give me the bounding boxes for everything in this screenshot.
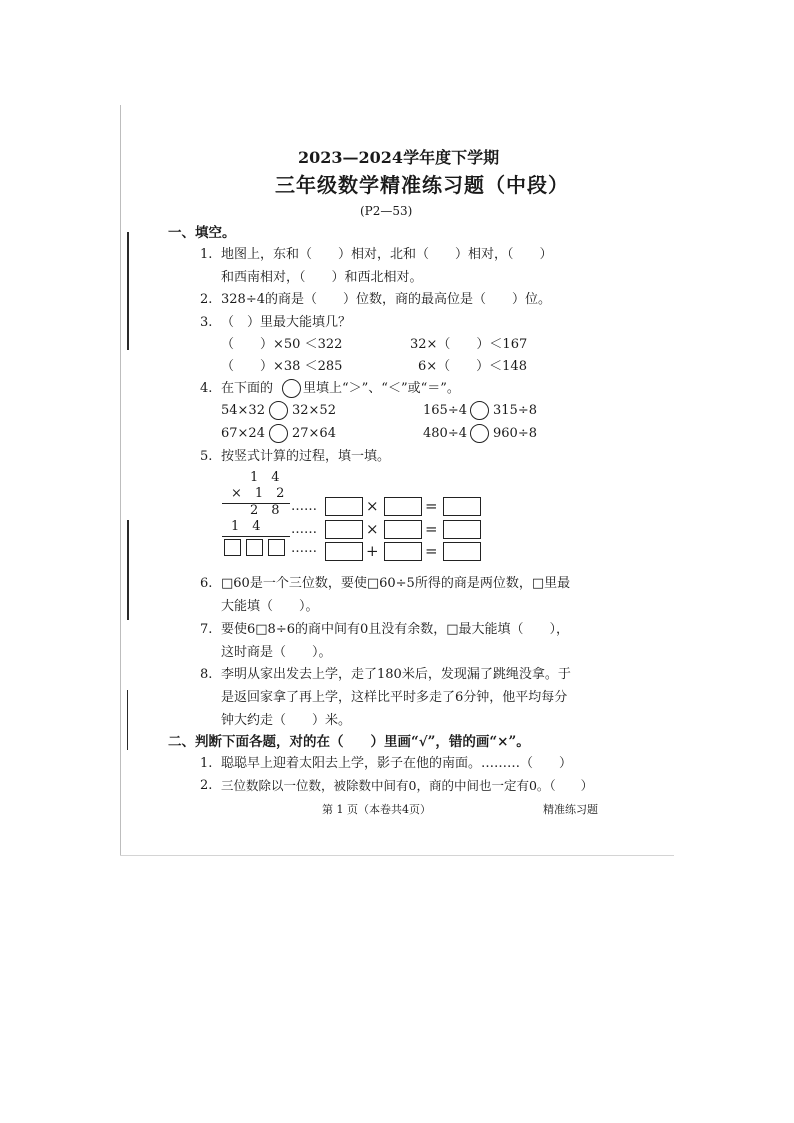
q5-result-digit-box[interactable] bbox=[268, 539, 285, 556]
q5-result-digit-box[interactable] bbox=[224, 539, 241, 556]
q8-number: 8. bbox=[200, 667, 213, 682]
q5-calc-top: 1 4 bbox=[250, 470, 280, 485]
q5-r2-eq: = bbox=[425, 520, 438, 538]
q5-line1: 按竖式计算的过程，填一填。 bbox=[221, 449, 391, 464]
q7-number: 7. bbox=[200, 622, 213, 637]
exam-code: (P2—53) bbox=[360, 204, 413, 218]
q5-dots: …… bbox=[291, 499, 317, 514]
s2-q2-number: 2. bbox=[200, 778, 213, 793]
sheet-left-edge bbox=[120, 105, 121, 855]
q1-line1: 地图上，东和（ ）相对，北和（ ）相对，（ ） bbox=[221, 247, 553, 262]
q1-line2: 和西南相对，（ ）和西北相对。 bbox=[221, 270, 423, 285]
q3-row1-right: 32×（ ）＜167 bbox=[410, 337, 528, 352]
q8-line2: 是返回家拿了再上学，这样比平时多走了6分钟，他平均每分 bbox=[221, 690, 568, 705]
q5-calc-mult: × 1 2 bbox=[231, 486, 285, 501]
q4-r2-circle-right[interactable] bbox=[470, 424, 489, 443]
binding-line bbox=[127, 520, 129, 620]
q5-calc-rule bbox=[222, 536, 290, 537]
q5-r2-box-c[interactable] bbox=[443, 520, 481, 539]
q3-row2-left: （ ）×38 ＜285 bbox=[221, 359, 343, 374]
q5-r2-box-b[interactable] bbox=[384, 520, 422, 539]
footer-label: 精准练习题 bbox=[543, 803, 598, 816]
q3-row2-right: 6×（ ）＜148 bbox=[418, 359, 527, 374]
q3-row1-left: （ ）×50 ＜322 bbox=[221, 337, 343, 352]
q5-r1-box-c[interactable] bbox=[443, 497, 481, 516]
section1-heading: 一、填空。 bbox=[168, 225, 236, 241]
q4-number: 4. bbox=[200, 381, 213, 396]
q5-calc-partial1: 2 8 bbox=[250, 503, 280, 518]
q3-number: 3. bbox=[200, 315, 213, 330]
q4-r1-b: 32×52 bbox=[292, 403, 336, 418]
q4-r2-a: 67×24 bbox=[221, 426, 265, 441]
s2-q2-text: 三位数除以一位数，被除数中间有0，商的中间也一定有0。（ ） bbox=[221, 778, 594, 793]
q1-number: 1. bbox=[200, 247, 213, 262]
q8-line3: 钟大约走（ ）米。 bbox=[221, 713, 352, 728]
q5-r3-box-a[interactable] bbox=[325, 542, 363, 561]
q4-r1-a: 54×32 bbox=[221, 403, 265, 418]
q4-r1-circle-left[interactable] bbox=[269, 401, 288, 420]
q4-r1-circle-right[interactable] bbox=[470, 401, 489, 420]
q5-r2-box-a[interactable] bbox=[325, 520, 363, 539]
q2-line1: 328÷4的商是（ ）位数，商的最高位是（ ）位。 bbox=[221, 292, 551, 307]
exam-year: 2023—2024学年度下学期 bbox=[298, 148, 500, 167]
q4-r2-d: 960÷8 bbox=[493, 426, 537, 441]
q5-dots: …… bbox=[291, 541, 317, 556]
binding-line bbox=[127, 690, 128, 750]
q5-dots: …… bbox=[291, 522, 317, 537]
q4-r1-d: 315÷8 bbox=[493, 403, 537, 418]
q5-calc-partial2: 1 4 bbox=[231, 519, 261, 534]
q4-r1-c: 165÷4 bbox=[423, 403, 467, 418]
q6-line2: 大能填（ ）。 bbox=[221, 599, 319, 614]
binding-line bbox=[127, 232, 129, 350]
q5-r1-op: × bbox=[366, 497, 379, 515]
q4-r2-b: 27×64 bbox=[292, 426, 336, 441]
q5-number: 5. bbox=[200, 449, 213, 464]
q2-number: 2. bbox=[200, 292, 213, 307]
sheet-bottom-edge bbox=[120, 855, 674, 856]
q4-text-pre: 在下面的 bbox=[221, 381, 274, 396]
q5-r1-box-b[interactable] bbox=[384, 497, 422, 516]
q4-r2-circle-left[interactable] bbox=[269, 424, 288, 443]
q5-r3-eq: = bbox=[425, 542, 438, 560]
q5-r3-op: + bbox=[366, 542, 379, 560]
q4-text-post: 里填上“＞”、“＜”或“＝”。 bbox=[303, 381, 460, 396]
q6-number: 6. bbox=[200, 576, 213, 591]
exam-title: 三年级数学精准练习题（中段） bbox=[275, 173, 569, 197]
q7-line2: 这时商是（ ）。 bbox=[221, 645, 332, 660]
q5-r1-box-a[interactable] bbox=[325, 497, 363, 516]
section2-heading: 二、判断下面各题，对的在（ ）里画“√”，错的画“×”。 bbox=[168, 734, 530, 750]
q5-r3-box-c[interactable] bbox=[443, 542, 481, 561]
q5-r1-eq: = bbox=[425, 497, 438, 515]
s2-q1-text: 聪聪早上迎着太阳去上学，影子在他的南面。………（ ） bbox=[221, 756, 573, 771]
q3-line1: （ ）里最大能填几？ bbox=[221, 315, 352, 330]
q8-line1: 李明从家出发去上学，走了180米后，发现漏了跳绳没拿。于 bbox=[221, 667, 571, 682]
q4-r2-c: 480÷4 bbox=[423, 426, 467, 441]
q6-line1: □60是一个三位数，要使□60÷5所得的商是两位数，□里最 bbox=[221, 576, 571, 591]
q7-line1: 要使6□8÷6的商中间有0且没有余数，□最大能填（ ）， bbox=[221, 622, 570, 637]
q5-r2-op: × bbox=[366, 520, 379, 538]
q5-r3-box-b[interactable] bbox=[384, 542, 422, 561]
q5-result-digit-box[interactable] bbox=[246, 539, 263, 556]
q4-instruction-circle bbox=[282, 379, 301, 398]
footer-page: 第 1 页（本卷共4页） bbox=[322, 803, 431, 816]
s2-q1-number: 1. bbox=[200, 756, 213, 771]
